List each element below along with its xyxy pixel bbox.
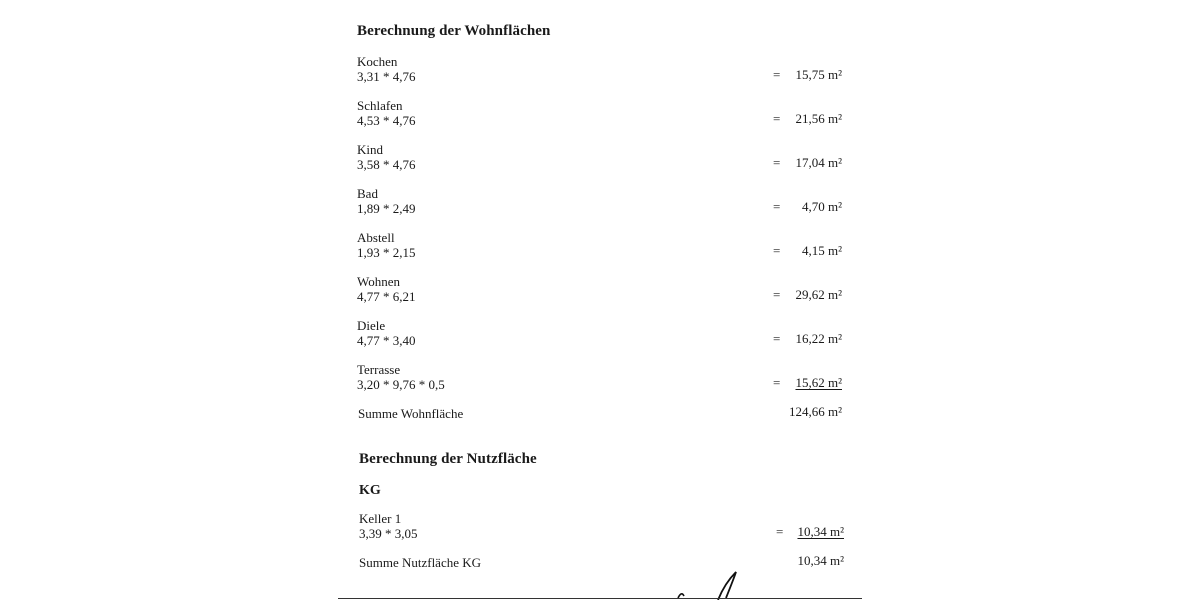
room-name: Abstell [357,230,395,245]
room-dimensions: 1,93 * 2,15 [357,244,416,260]
room-area: 16,22 m² [795,331,842,346]
usable-area-sum-label: Summe Nutzfläche KG [359,555,482,570]
room-dimensions: 4,77 * 6,21 [357,288,416,304]
room-name: Kochen [357,54,398,69]
room-name: Schlafen [357,98,403,113]
equals-sign: = [773,155,781,170]
usable-area-title: Berechnung der Nutzfläche [359,451,537,467]
living-area-sum-value: 124,66 m² [788,404,842,419]
signature-icon [660,568,760,600]
room-area: 17,04 m² [795,155,842,170]
room-area [752,375,842,391]
room-area: 4,70 m² [801,199,842,214]
equals-sign: = [773,331,781,346]
room-area: 29,62 m² [795,287,842,302]
room-dimensions: 3,39 * 3,05 [359,525,418,541]
equals-sign: = [773,67,781,82]
room-entry [357,275,416,304]
room-entry [357,231,416,260]
equals-sign: = [773,111,781,126]
room-dimensions: 1,89 * 2,49 [357,200,416,216]
room-name: Diele [357,318,386,333]
room-name: Bad [357,186,378,201]
room-entry [359,512,418,541]
level-heading: KG [359,483,381,498]
room-area [754,524,844,540]
equals-sign: = [773,243,781,258]
room-entry [357,319,416,348]
room-area: 21,56 m² [795,111,842,126]
living-area-sum-label: Summe Wohnfläche [358,406,464,421]
room-area-value: 10,34 m² [797,524,844,539]
bottom-rule [338,598,862,599]
equals-sign: = [773,375,781,390]
room-name: Keller 1 [359,511,402,526]
room-area: 15,75 m² [795,67,842,82]
usable-area-sum-value: 10,34 m² [797,553,844,568]
room-dimensions: 3,20 * 9,76 * 0,5 [357,376,445,392]
room-dimensions: 4,53 * 4,76 [357,112,416,128]
room-dimensions: 3,31 * 4,76 [357,68,416,84]
room-name: Wohnen [357,274,400,289]
living-area-title: Berechnung der Wohnflächen [357,23,551,39]
room-entry [357,99,416,128]
room-entry [357,187,416,216]
room-name: Terrasse [357,362,401,377]
room-entry [357,143,416,172]
room-dimensions: 3,58 * 4,76 [357,156,416,172]
room-area: 4,15 m² [801,243,842,258]
room-name: Kind [357,142,383,157]
equals-sign: = [773,287,781,302]
equals-sign: = [773,199,781,214]
room-dimensions: 4,77 * 3,40 [357,332,416,348]
room-area-value: 15,62 m² [795,375,842,390]
room-entry [357,363,445,392]
room-entry [357,55,416,84]
equals-sign: = [776,524,784,539]
